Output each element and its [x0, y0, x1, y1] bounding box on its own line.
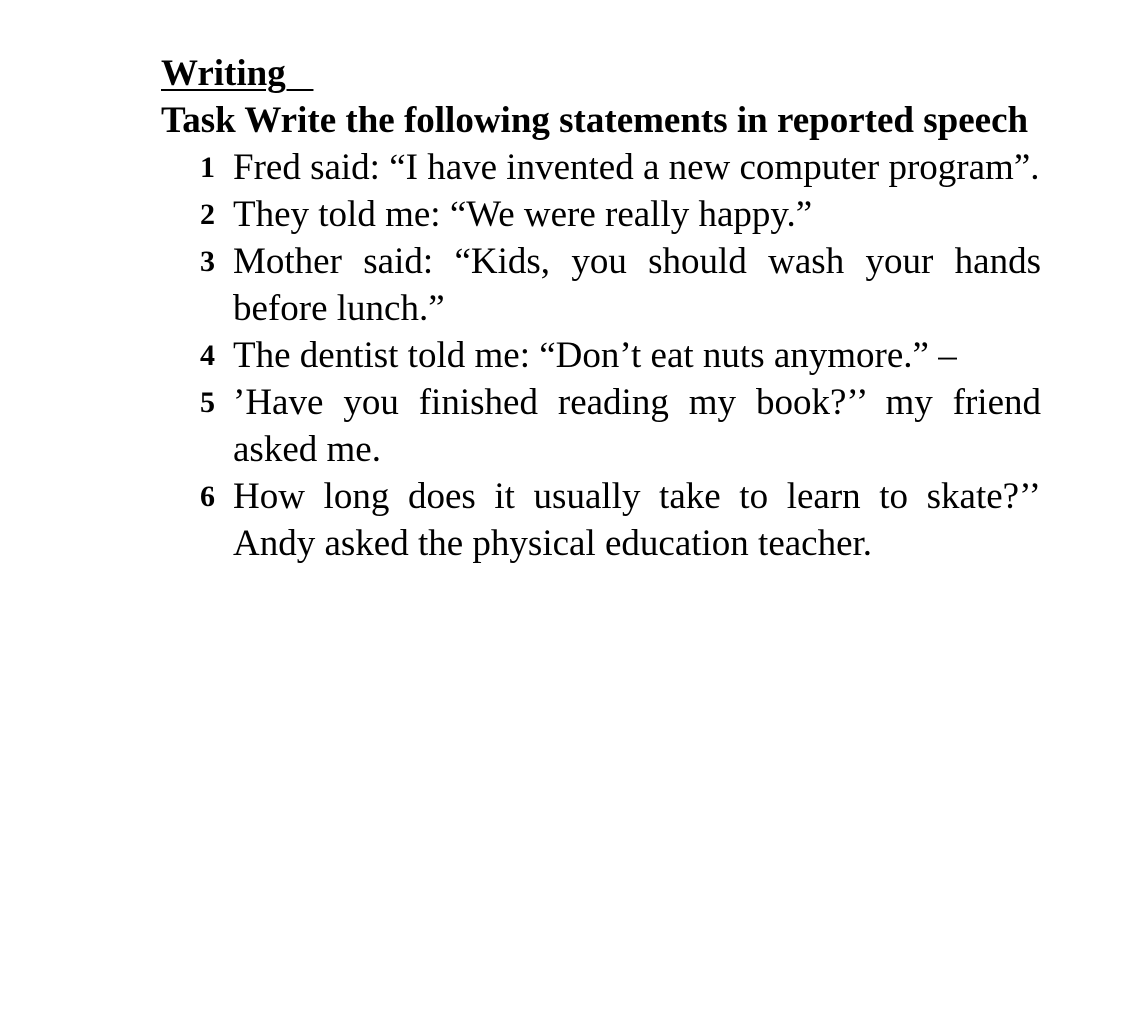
section-title: Writing [161, 53, 314, 94]
item-text: Mother said: “Kids, you should wash your hands before lunch.” [233, 241, 1041, 329]
exercise-item-2 [200, 191, 1041, 238]
item-number: 1 [200, 151, 215, 184]
exercise-item-5 [200, 379, 1041, 473]
exercise-item-6 [200, 473, 1041, 567]
item-number: 3 [200, 245, 215, 278]
task-instruction: Task Write the following statements in reported speech [161, 100, 1029, 141]
item-text: Fred said: “I have invented a new computer program”. [233, 147, 1040, 188]
item-number: 2 [200, 198, 215, 231]
exercise-item-3 [200, 238, 1041, 332]
exercise-item-4 [200, 332, 1041, 379]
exercise-item-1 [200, 144, 1041, 191]
item-text: How long does it usually take to learn to skate?’’ Andy asked the physical education teacher. [233, 476, 1041, 564]
item-text: They told me: “We were really happy.” [233, 194, 813, 235]
item-number: 5 [200, 386, 215, 419]
item-number: 4 [200, 339, 215, 372]
item-number: 6 [200, 480, 215, 513]
document-page [161, 50, 1041, 567]
exercise-list [161, 144, 1041, 567]
item-text: The dentist told me: “Don’t eat nuts anymore.” – [233, 335, 957, 376]
item-text: ’Have you finished reading my book?’’ my friend asked me. [233, 382, 1041, 470]
